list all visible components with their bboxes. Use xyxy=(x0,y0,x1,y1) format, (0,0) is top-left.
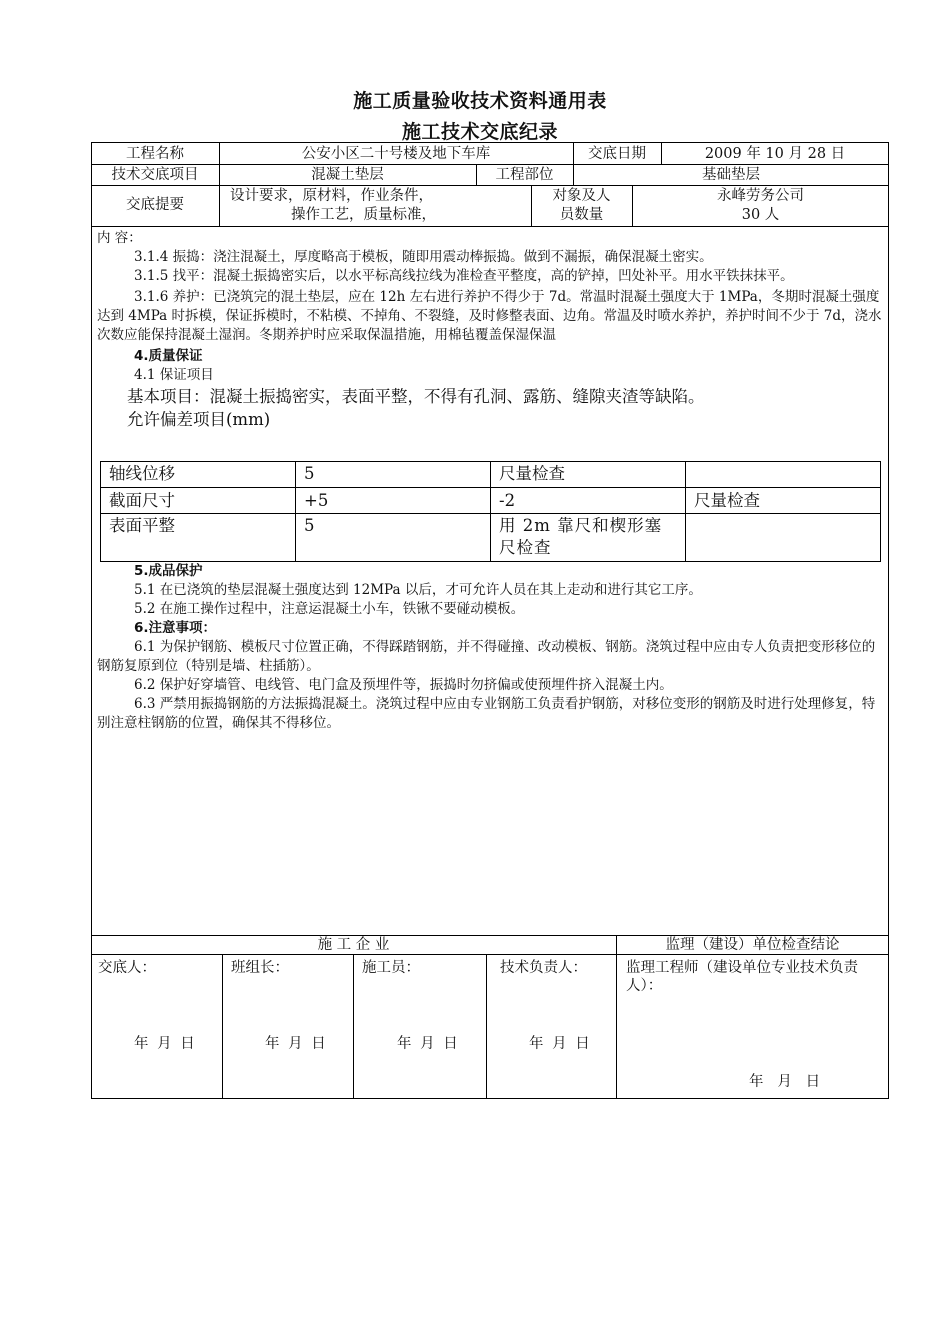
item-value: 混凝土垫层 xyxy=(311,167,384,183)
paragraph-3-1-6: 3.1.6 养护：已浇筑完的混土垫层，应在 12h 左右进行养护不得少于 7d。常温时混凝土强度大于 1MPa，冬期时混凝土强度达到 4MPa 时拆模，保证拆模时，不粘模、不掉角、不裂缝，及时修整表面、边角。常温及时喷水养护，养护时间不少于 7d，浇水次数应能保持混凝土湿润。冬期养护时应采取保温措施，用棉毡覆盖保湿保温 xyxy=(97,289,882,343)
part-label: 工程部位 xyxy=(495,167,554,183)
target-value-line2: 30 人 xyxy=(741,207,780,223)
date-blank-1: 年 月 日 xyxy=(134,1036,197,1052)
paragraph-6-3: 6.3 严禁用振捣钢筋的方法振捣混凝土。浇筑过程中应由专业钢筋工负责看护钢筋，对移位变形的钢筋及时进行处理修复，特别注意柱钢筋的位置，确保其不得移位。 xyxy=(97,696,876,731)
paragraph-5-2: 5.2 在施工操作过程中，注意运混凝土小车，铁锹不要碰动模板。 xyxy=(134,601,525,617)
table-cell: 5 xyxy=(296,462,491,488)
heading-quality-assurance: 4.质量保证 xyxy=(134,348,203,364)
item-label: 技术交底项目 xyxy=(111,167,199,183)
date-blank-3: 年 月 日 xyxy=(397,1036,460,1052)
summary-value-line2: 操作工艺，质量标准， xyxy=(291,207,436,223)
table-cell: +5 xyxy=(296,488,491,514)
paragraph-5-1: 5.1 在已浇筑的垫层混凝土强度达到 12MPa 以后，才可允许人员在其上走动和进行其它工序。 xyxy=(134,582,702,598)
content-section xyxy=(97,229,885,431)
table-row xyxy=(101,514,881,562)
sign-constructor: 施工员： xyxy=(362,960,420,976)
table-row xyxy=(101,488,881,514)
heading-product-protection: 5.成品保护 xyxy=(134,563,203,579)
table-cell: -2 xyxy=(491,488,686,514)
table-row xyxy=(101,462,881,488)
date-blank-2: 年 月 日 xyxy=(265,1036,328,1052)
table-cell: 截面尺寸 xyxy=(101,488,296,514)
table-cell: 尺量检查 xyxy=(491,462,686,488)
table-cell: 轴线位移 xyxy=(101,462,296,488)
date-label: 交底日期 xyxy=(588,146,646,162)
tolerance-table xyxy=(100,461,881,562)
table-cell: 5 xyxy=(296,514,491,562)
table-cell xyxy=(686,462,881,488)
sign-handover: 交底人： xyxy=(98,960,156,976)
paragraph-3-1-4: 3.1.4 振捣：浇注混凝土，厚度略高于模板，随即用震动棒振捣。做到不漏振，确保混凝土密实。 xyxy=(134,249,713,265)
paragraph-4-1: 4.1 保证项目 xyxy=(134,367,214,383)
date-value: 2009 年 10 月 28 日 xyxy=(704,146,846,162)
content-label: 内 容： xyxy=(97,230,142,246)
table-cell: 用 2m 靠尺和楔形塞尺检查 xyxy=(491,514,686,562)
date-blank-supervisor: 年 月 日 xyxy=(749,1074,821,1090)
target-label-line1: 对象及人 xyxy=(552,188,611,204)
sign-tech-lead: 技术负责人： xyxy=(500,960,587,976)
paragraph-6-2: 6.2 保护好穿墙管、电线管、电门盒及预埋件等，振捣时勿挤偏或使预埋件挤入混凝土内。 xyxy=(134,677,673,693)
content-section-2 xyxy=(97,562,885,733)
date-blank-4: 年 月 日 xyxy=(529,1036,592,1052)
summary-label: 交底提要 xyxy=(126,197,184,213)
company-label: 施 工 企 业 xyxy=(317,937,390,953)
basic-items: 基本项目：混凝土振捣密实，表面平整，不得有孔洞、露筋、缝隙夹渣等缺陷。 xyxy=(127,387,705,406)
paragraph-3-1-5: 3.1.5 找平：混凝土振捣密实后，以水平标高线拉线为准检查平整度，高的铲掉，凹处补平。用水平铁抹抹平。 xyxy=(134,268,794,284)
table-cell xyxy=(686,514,881,562)
project-name-value: 公安小区二十号楼及地下车库 xyxy=(301,146,491,162)
summary-value-line1: 设计要求，原材料，作业条件， xyxy=(230,188,433,204)
tolerance-title: 允许偏差项目(mm) xyxy=(127,410,271,429)
part-value: 基础垫层 xyxy=(702,167,760,183)
document-title: 施工质量验收技术资料通用表 xyxy=(353,90,607,112)
table-cell: 表面平整 xyxy=(101,514,296,562)
project-name-label: 工程名称 xyxy=(126,146,184,162)
paragraph-6-1: 6.1 为保护钢筋、模板尺寸位置正确，不得踩踏钢筋，并不得碰撞、改动模板、钢筋。浇筑过程中应由专人负责把变形移位的钢筋复原到位（特别是墙、柱插筋）。 xyxy=(97,639,876,674)
heading-notes: 6.注意事项： xyxy=(134,620,217,636)
supervision-label: 监理（建设）单位检查结论 xyxy=(665,937,840,953)
table-cell: 尺量检查 xyxy=(686,488,881,514)
target-label-line2: 员数量 xyxy=(559,207,604,223)
sign-team-leader: 班组长： xyxy=(231,960,289,976)
target-value-line1: 永峰劳务公司 xyxy=(717,188,804,204)
sign-supervisor: 监理工程师（建设单位专业技术负责人）： xyxy=(626,960,858,994)
document-subtitle: 施工技术交底纪录 xyxy=(401,121,558,143)
